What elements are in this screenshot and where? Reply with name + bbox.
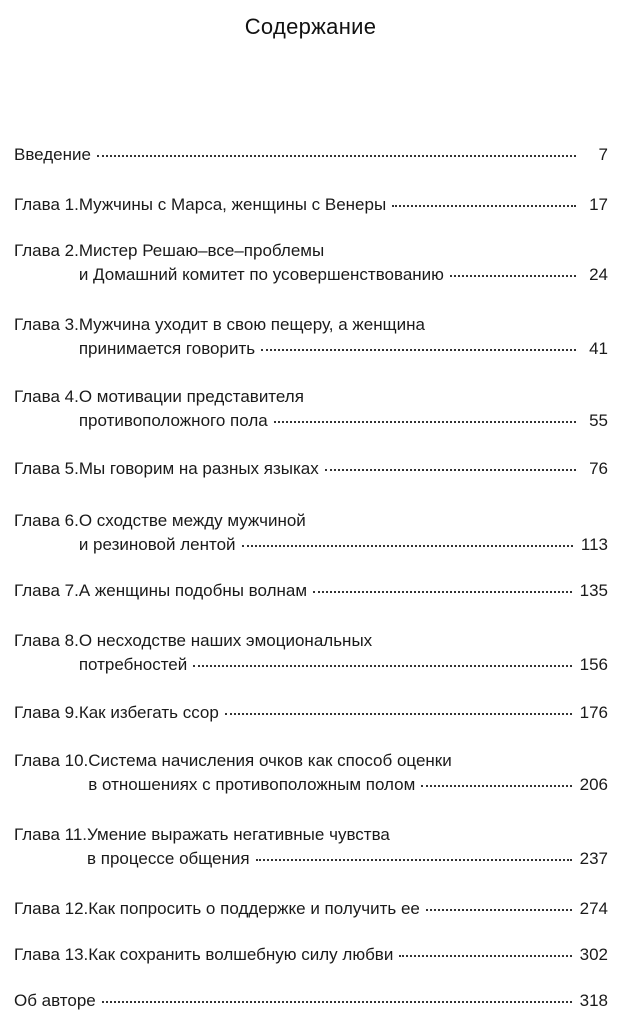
dot-leader (426, 909, 572, 911)
dot-leader (325, 469, 576, 471)
toc-line (14, 263, 608, 287)
toc-line (14, 897, 608, 921)
toc-entry[interactable] (14, 749, 608, 797)
chapter-number: Глава 9. (14, 703, 79, 722)
toc-line (14, 313, 608, 337)
dot-leader (102, 1001, 572, 1003)
toc-line (14, 749, 608, 773)
toc-entry[interactable] (14, 989, 608, 1013)
dot-leader (392, 205, 576, 207)
chapter-number: Глава 11. (14, 825, 88, 844)
page-number: 7 (598, 145, 608, 164)
entry-title: Умение выражать негативные чувства (87, 825, 390, 844)
toc-line (14, 989, 608, 1013)
entry-title: О несходстве наших эмоциональных (78, 631, 373, 650)
entry-title: и Домашний комитет по усовершенствованию (78, 265, 444, 284)
dot-leader (261, 349, 576, 351)
page-number: 176 (579, 703, 608, 722)
toc-entry[interactable] (14, 193, 608, 217)
dot-leader (97, 155, 576, 157)
page-number: 76 (589, 459, 608, 478)
page-number: 17 (589, 195, 608, 214)
page-number: 24 (589, 265, 608, 284)
toc-line (14, 943, 608, 967)
toc-entry[interactable] (14, 239, 608, 287)
page-number: 41 (589, 339, 608, 358)
chapter-number: Глава 6. (14, 511, 79, 530)
page-number: 113 (580, 535, 608, 554)
chapter-number: Глава 5. (14, 459, 79, 478)
toc-line (14, 653, 608, 677)
chapter-number: Глава 12. (14, 899, 89, 918)
page-number: 156 (579, 655, 608, 674)
entry-title: Как попросить о поддержке и получить ее (88, 899, 420, 918)
toc-line (14, 847, 608, 871)
entry-title: Мы говорим на разных языках (78, 459, 319, 478)
entry-title: Мистер Решаю–все–проблемы (78, 241, 325, 260)
toc-line (14, 701, 608, 725)
page-number: 302 (579, 945, 608, 964)
toc-line (14, 533, 608, 557)
dot-leader (313, 591, 572, 593)
chapter-number: Глава 3. (14, 315, 79, 334)
chapter-number: Глава 8. (14, 631, 79, 650)
toc-entry[interactable] (14, 579, 608, 603)
toc-entry[interactable] (14, 457, 608, 481)
page-number: 318 (579, 991, 608, 1010)
dot-leader (274, 421, 576, 423)
toc-line (14, 579, 608, 603)
toc-entry[interactable] (14, 385, 608, 433)
toc-entry[interactable] (14, 823, 608, 871)
dot-leader (421, 785, 571, 787)
toc-line (14, 823, 608, 847)
entry-title: Система начисления очков как способ оценки (88, 751, 452, 770)
toc-entry[interactable] (14, 943, 608, 967)
entry-title: Как сохранить волшебную силу любви (88, 945, 394, 964)
entry-title: и резиновой лентой (78, 535, 236, 554)
dot-leader (399, 955, 571, 957)
chapter-number: Глава 10. (14, 751, 89, 770)
dot-leader (256, 859, 572, 861)
dot-leader (225, 713, 572, 715)
toc-line (14, 773, 608, 797)
toc-entry[interactable] (14, 629, 608, 677)
entry-title: Мужчины с Марса, женщины с Венеры (78, 195, 387, 214)
entry-title: в процессе общения (87, 849, 250, 868)
dot-leader (242, 545, 573, 547)
chapter-number: Глава 4. (14, 387, 79, 406)
entry-title: в отношениях с противоположным полом (88, 775, 416, 794)
page-number: 55 (589, 411, 608, 430)
entry-title: Введение (14, 145, 91, 164)
entry-title: Мужчина уходит в свою пещеру, а женщина (78, 315, 425, 334)
page-number: 206 (579, 775, 608, 794)
entry-title: Как избегать ссор (78, 703, 219, 722)
dot-leader (193, 665, 571, 667)
toc-entry[interactable] (14, 897, 608, 921)
chapter-number: Глава 13. (14, 945, 89, 964)
toc-line (14, 143, 608, 167)
entry-title: О мотивации представителя (78, 387, 304, 406)
page-number: 274 (579, 899, 608, 918)
toc-entry[interactable] (14, 143, 608, 167)
entry-title: А женщины подобны волнам (78, 581, 308, 600)
page-title: Содержание (244, 14, 377, 39)
page-number: 135 (579, 581, 608, 600)
entry-title: потребностей (78, 655, 188, 674)
chapter-number: Глава 1. (14, 195, 79, 214)
toc-entry[interactable] (14, 701, 608, 725)
entry-title: противоположного пола (78, 411, 268, 430)
page-number: 237 (579, 849, 608, 868)
entry-title: Об авторе (14, 991, 96, 1010)
toc-line (14, 193, 608, 217)
toc-line (14, 385, 608, 409)
chapter-number: Глава 2. (14, 241, 79, 260)
chapter-number: Глава 7. (14, 581, 79, 600)
toc-entry[interactable] (14, 313, 608, 361)
dot-leader (450, 275, 576, 277)
toc-line (14, 629, 608, 653)
toc-line (14, 409, 608, 433)
toc-line (14, 337, 608, 361)
entry-title: принимается говорить (78, 339, 256, 358)
toc-entry[interactable] (14, 509, 608, 557)
toc-line (14, 509, 608, 533)
entry-title: О сходстве между мужчиной (78, 511, 306, 530)
toc-line (14, 457, 608, 481)
toc-line (14, 239, 608, 263)
